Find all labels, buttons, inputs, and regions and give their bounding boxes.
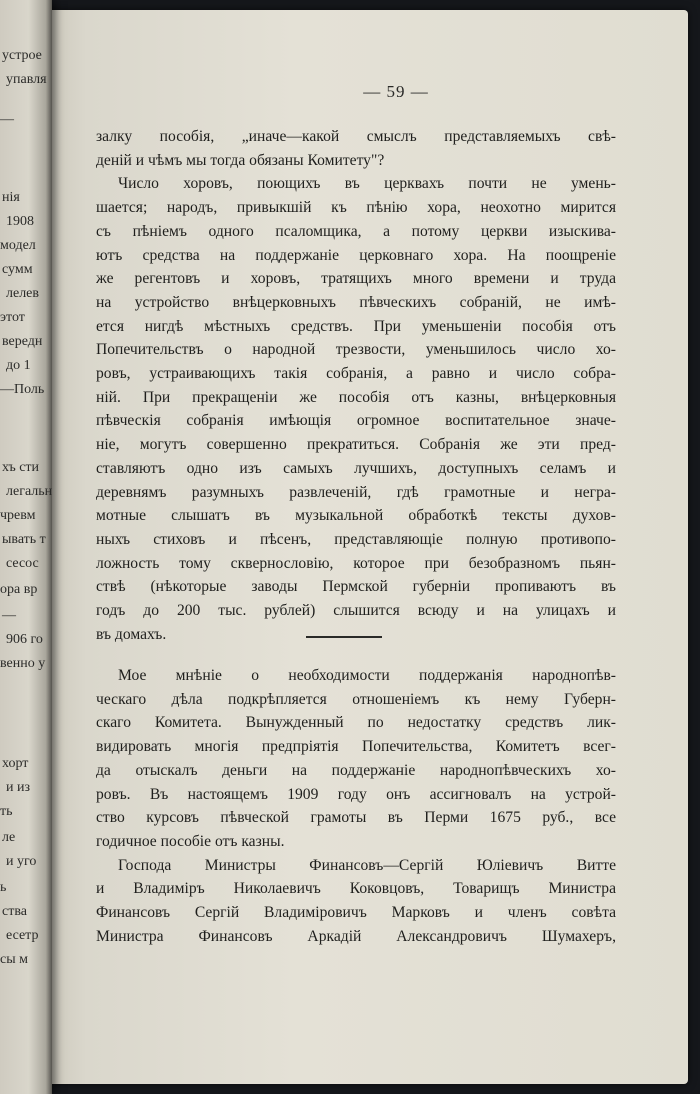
left-page-fragment: ле [2, 830, 16, 845]
left-page-fragment: ора вр [0, 582, 38, 597]
text-line: Министра Финансовъ Аркадій Александровичъ Шумахеръ, [96, 927, 616, 945]
left-page-fragment: вередн [2, 334, 43, 349]
text-line: ныхъ стиховъ и пѣсенъ, представляющіе полную противопо- [96, 530, 616, 548]
section-divider [306, 636, 382, 638]
left-page-fragment: — [2, 608, 16, 623]
text-line: ютъ средства на поддержаніе церковнаго хора. На поощреніе [96, 246, 616, 264]
left-page-fragment: ывать т [2, 532, 46, 547]
right-page [34, 10, 688, 1084]
text-line: Господа Министры Финансовъ—Сергій Юліевичъ Витте [118, 856, 616, 874]
text-line: видировать многія предпріятія Попечительства, Комитетъ всег- [96, 738, 616, 756]
text-line: пѣвческія собранія имѣющія огромное воспитательное значе- [96, 412, 616, 430]
text-line: ніе, могутъ совершенно прекратиться. Собранія же эти пред- [96, 436, 616, 454]
text-line: годъ до 200 тыс. рублей) слышится всюду и на улицахъ и [96, 602, 616, 620]
text-line: деревнямъ разумныхъ развлеченій, гдѣ грамотные и негра- [96, 483, 616, 501]
text-line: Мое мнѣніе о необходимости поддержанія народнопѣв- [118, 667, 616, 684]
left-page-fragment: устрое [2, 48, 42, 63]
paragraph-1 [96, 125, 616, 646]
left-page-edge [0, 0, 52, 1094]
text-line: же регентовъ и хоровъ, тратящихъ много времени и труда [96, 270, 616, 288]
text-line: мотные слышатъ въ музыкальной обработкѣ тексты духов- [96, 507, 616, 525]
text-line: ложность тому сквернословію, которое при безобразномъ пьян- [96, 554, 616, 572]
text-line: ровъ. Въ настоящемъ 1909 году онъ ассигновалъ на устрой- [96, 785, 616, 803]
text-line: скаго Комитета. Вынужденный по недостатку средствъ лик- [96, 714, 616, 732]
left-page-fragment: — [0, 112, 14, 127]
left-page-fragment: сумм [2, 262, 33, 277]
page-number: — 59 — [363, 82, 429, 101]
left-page-fragment: 906 го [6, 632, 43, 647]
left-page-fragment: упавля [6, 72, 47, 87]
left-page-fragment: ь [0, 880, 7, 895]
text-line: и Владиміръ Николаевичъ Коковцовъ, Товарищъ Министра [96, 880, 616, 898]
left-page-fragment: ть [0, 804, 13, 819]
text-line: да отыскалъ деньги на поддержаніе народнопѣвческихъ хо- [96, 761, 616, 779]
left-page-fragment: сесос [6, 556, 39, 571]
left-page-fragment: хъ сти [2, 460, 40, 475]
left-page-fragment: ства [2, 904, 27, 919]
left-page-fragment: есетр [6, 928, 39, 943]
text-line: ется нигдѣ мѣстныхъ средствъ. При уменьшеніи пособія отъ [96, 317, 616, 335]
text-line: Число хоровъ, поющихъ въ церквахъ почти не умень- [118, 175, 616, 193]
left-page-fragment: до 1 [6, 358, 31, 373]
text-line: годичное пособіе отъ казны. [96, 832, 285, 850]
text-line: шается; народъ, привыкшій къ пѣнію хора, неохотно мирится [96, 199, 616, 217]
left-page-fragment: хорт [2, 756, 29, 771]
left-page-fragment: нія [2, 190, 20, 205]
left-page-fragment: сы м [0, 952, 28, 967]
text-line: ній. При прекращеніи же пособія отъ казны, внѣцерковныя [96, 388, 616, 406]
text-line: въ домахъ. [96, 625, 167, 643]
left-page-fragment: венно у [0, 656, 46, 671]
left-page-fragment: и уго [6, 854, 37, 869]
text-line: залку пособія, „иначе—какой смыслъ представляемыхъ свѣ- [96, 128, 616, 145]
text-line: деній и чѣмъ мы тогда обязаны Комитету"? [96, 151, 385, 169]
left-page-fragment: легальн [6, 484, 52, 499]
text-line: съ пѣніемъ одного псаломщика, а потому церкви изыскива- [96, 222, 616, 240]
left-page-fragment: этот [0, 310, 25, 325]
text-line: ческаго дѣла подкрѣпляется отношеніемъ къ нему Губерн- [96, 690, 616, 708]
text-line: ставляютъ одно изъ самыхъ лучшихъ, доступныхъ селамъ и [96, 459, 616, 477]
paragraph-2 [96, 664, 616, 948]
left-page-fragment: 1908 [6, 214, 34, 229]
text-line: ствѣ (нѣкоторые заводы Пермской губерніи пропиваютъ въ [96, 578, 616, 596]
text-line: ство курсовъ пѣвческой грамоты въ Перми 1675 руб., все [96, 809, 616, 827]
text-line: Финансовъ Сергій Владиміровичъ Марковъ и членъ совѣта [96, 904, 616, 922]
left-page-fragment: лелев [6, 286, 40, 301]
left-page-fragment: и из [6, 780, 31, 795]
text-line: Попечительствъ о народной трезвости, уменьшилось число хо- [96, 341, 616, 359]
left-page-fragment: чревм [0, 508, 36, 523]
text-line: ровъ, устраивающихъ такія собранія, а равно и число собра- [96, 365, 616, 383]
left-page-fragment: модел [0, 238, 36, 253]
left-page-fragment: —Поль [0, 382, 45, 397]
text-line: на устройство внѣцерковныхъ пѣвческихъ собраній, не имѣ- [96, 293, 616, 311]
